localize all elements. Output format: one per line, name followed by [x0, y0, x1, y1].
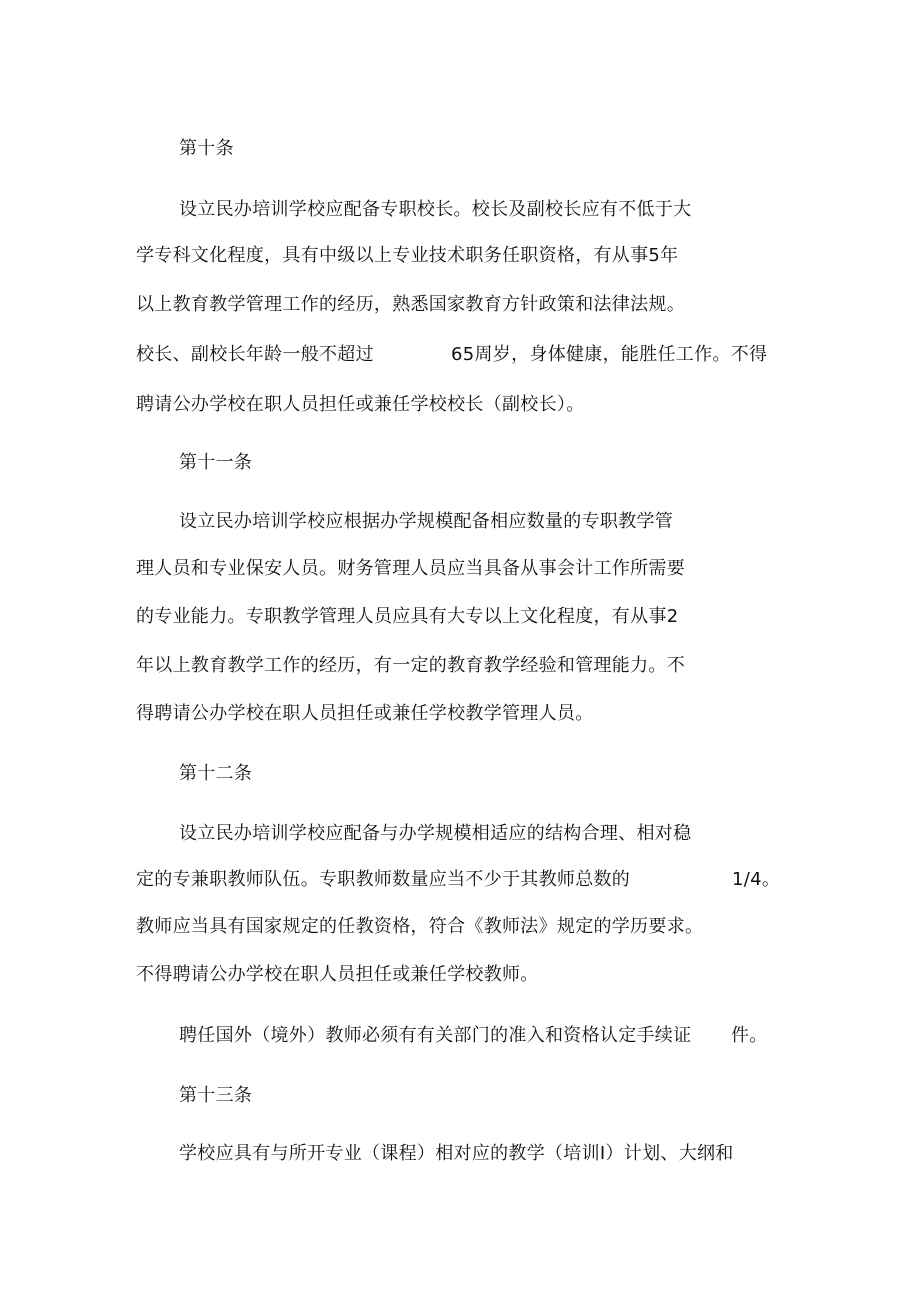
- article-11-line-5: 得聘请公办学校在职人员担任或兼任学校教学管理人员。: [136, 703, 594, 724]
- article-13-heading: 第十三条: [179, 1085, 253, 1106]
- article-11-heading: 第十一条: [179, 452, 253, 473]
- article-10-line-5: 聘请公办学校在职人员担任或兼任学校校长（副校长）。: [136, 394, 585, 415]
- article-12-line-4: 不得聘请公办学校在职人员担任或兼任学校教师。: [136, 964, 539, 985]
- article-11-line-1: 设立民办培训学校应根据办学规模配备相应数量的专职教学管: [179, 511, 674, 532]
- article-10-line-4a: 校长、副校长年龄一般不超过: [136, 344, 374, 365]
- article-12-line-5b: 件。: [731, 1025, 768, 1046]
- article-12-heading: 第十二条: [179, 763, 253, 784]
- article-12-line-2b: 1/4。: [732, 869, 781, 890]
- article-10-line-3: 以上教育教学管理工作的经历，熟悉国家教育方针政策和法律法规。: [136, 294, 685, 315]
- article-11-line-2: 理人员和专业保安人员。财务管理人员应当具备从事会计工作所需要: [136, 558, 685, 579]
- article-12-line-3: 教师应当具有国家规定的任教资格，符合《教师法》规定的学历要求。: [136, 916, 704, 937]
- article-10-line-1: 设立民办培训学校应配备专职校长。校长及副校长应有不低于大: [179, 199, 692, 220]
- article-13-line-1: 学校应具有与所开专业（课程）相对应的教学（培训I）计划、大纲和: [179, 1143, 734, 1164]
- article-11-line-4: 年以上教育教学工作的经历，有一定的教育教学经验和管理能力。不: [136, 655, 685, 676]
- article-12-line-1: 设立民办培训学校应配备与办学规模相适应的结构合理、相对稳: [179, 823, 692, 844]
- article-10-line-4b: 65周岁，身体健康，能胜任工作。不得: [451, 344, 768, 365]
- article-12-line-5a: 聘任国外（境外）教师必须有有关部门的准入和资格认定手续证: [179, 1025, 692, 1046]
- article-12-line-2a: 定的专兼职教师队伍。专职教师数量应当不少于其教师总数的: [136, 869, 631, 890]
- article-11-line-3: 的专业能力。专职教学管理人员应具有大专以上文化程度，有从事2: [136, 606, 679, 627]
- article-10-heading: 第十条: [179, 138, 234, 159]
- article-10-line-2: 学专科文化程度，具有中级以上专业技术职务任职资格，有从事5年: [136, 245, 679, 266]
